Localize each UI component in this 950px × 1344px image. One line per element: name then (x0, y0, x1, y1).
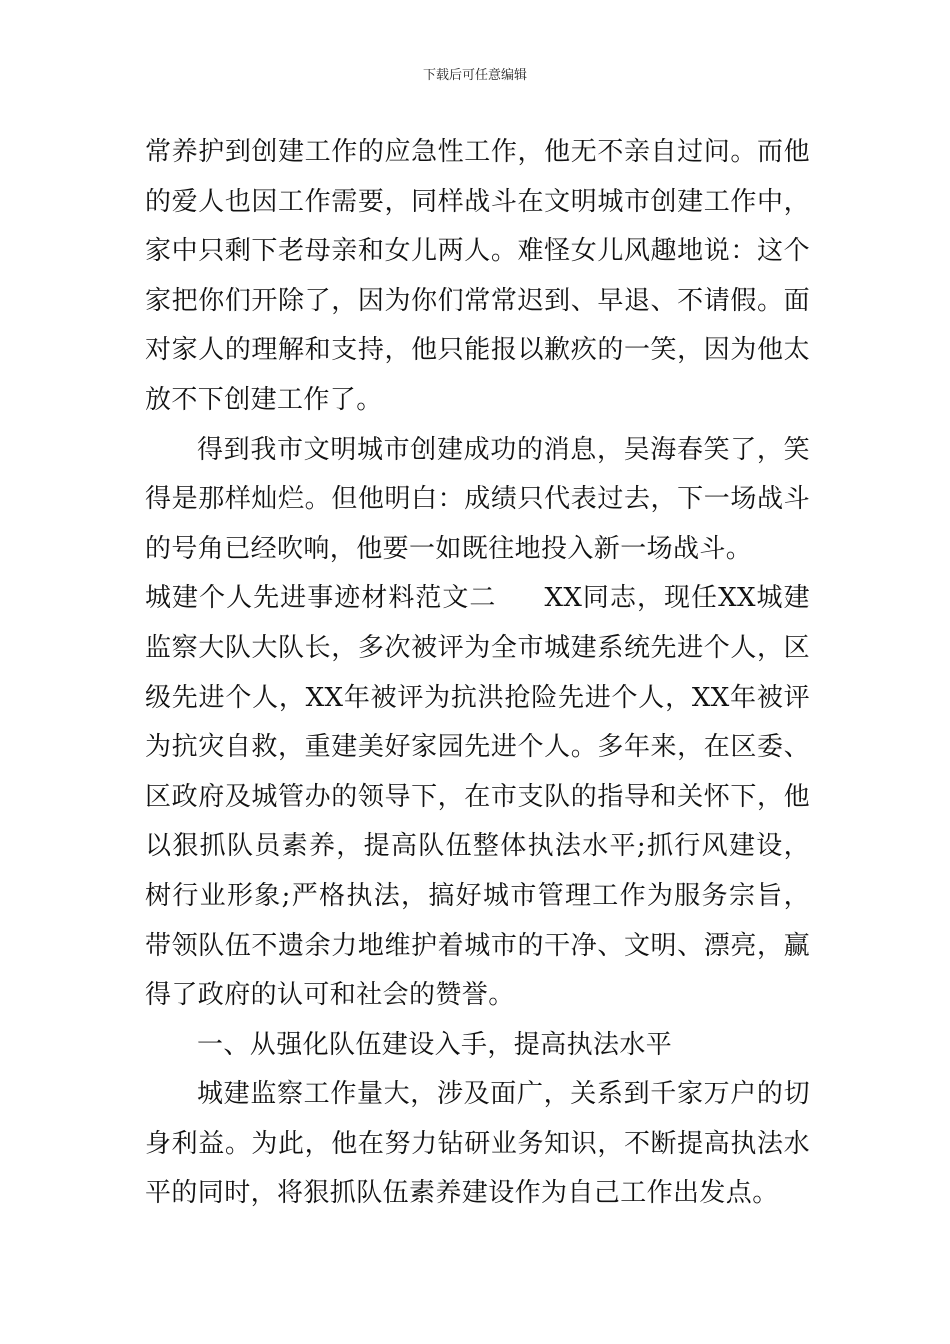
paragraph-4: 城建监察工作量大，涉及面广，关系到千家万户的切身利益。为此，他在努力钻研业务知识，不断提高执法水平的同时，将狠抓队伍素养建设作为自己工作出发点。 (145, 1079, 810, 1209)
heading-1: 一、从强化队伍建设入手，提高执法水平 (197, 1029, 673, 1060)
paragraph-2: 得到我市文明城市创建成功的消息，吴海春笑了，笑得是那样灿烂。但他明白：成绩只代表过去，下一场战斗的号角已经吹响，他要一如既往地投入新一场战斗。 (145, 434, 810, 564)
paragraph-3-body: XX同志，现任XX城建监察大队大队长，多次被评为全市城建系统先进个人，区级先进个人，XX年被评为抗洪抢险先进个人，XX年被评为抗灾自救，重建美好家园先进个人。多年来，在区委、区政府及城管办的领导下，在市支队的指导和关怀下，他以狠抓队员素养，提高队伍整体执法水平;抓行风建设，树行业形象;严格执法，搞好城市管理工作为服务宗旨，带领队伍不遗余力地维护着城市的干净、文明、漂亮，赢得了政府的认可和社会的赞誉。 (145, 583, 810, 1011)
paragraph-3 (145, 574, 810, 1020)
header-note: 下载后可任意编辑 (422, 68, 527, 83)
paragraph-1: 常养护到创建工作的应急性工作，他无不亲自过问。而他的爱人也因工作需要，同样战斗在文明城市创建工作中，家中只剩下老母亲和女儿两人。难怪女儿风趣地说：这个家把你们开除了，因为你们常常迟到、早退、不请假。面对家人的理解和支持，他只能报以歉疚的一笑，因为他太放不下创建工作了。 (145, 137, 810, 415)
document-body (145, 128, 810, 1219)
section-title: 城建个人先进事迹材料范文二 (145, 583, 497, 614)
